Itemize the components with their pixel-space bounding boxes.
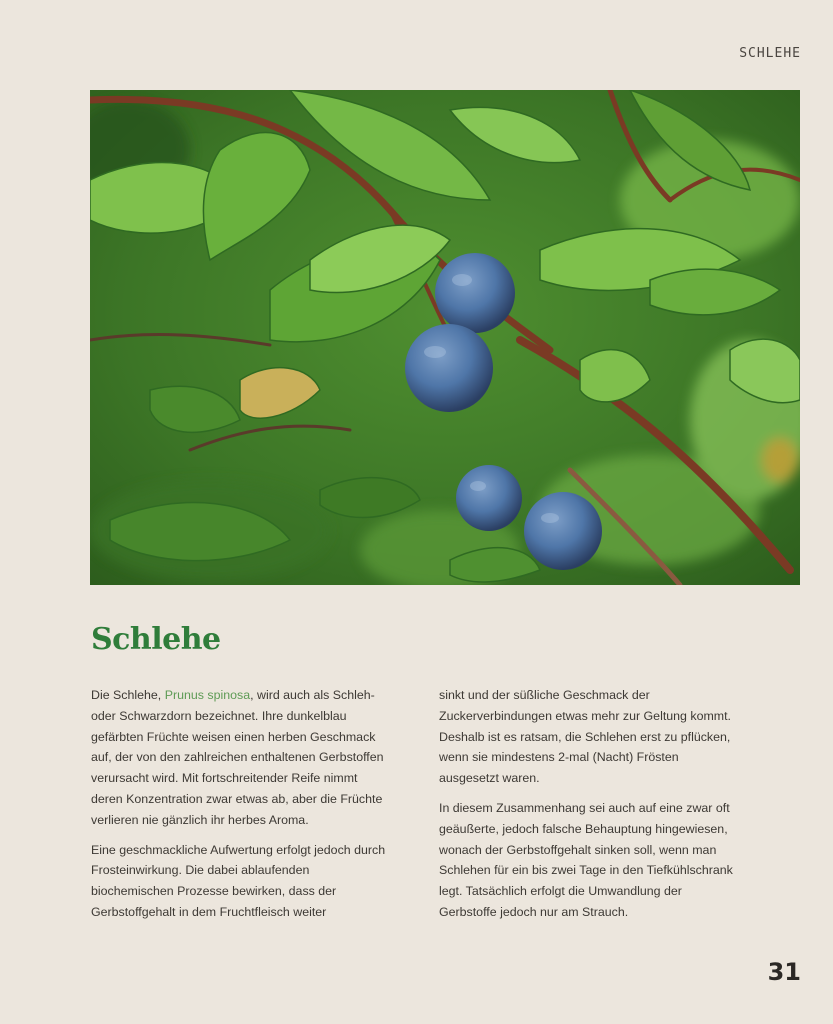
- text-column-right: [439, 685, 737, 932]
- running-head: SCHLEHE: [739, 46, 801, 61]
- paragraph: sinkt und der süßliche Geschmack der Zuckerverbindungen etwas mehr zur Geltung kommt. Deshalb ist es ratsam, die Schlehen erst zu pflücken, wenn sie mindestens 2-mal (Nacht) Frösten ausgesetzt waren.: [439, 688, 731, 786]
- paragraph: Eine geschmackliche Aufwertung erfolgt jedoch durch Frosteinwirkung. Die dabei ablaufenden biochemischen Prozesse bewirken, dass der Gerbstoffgehalt in dem Fruchtfleisch weiter: [91, 842, 386, 919]
- page-number: 31: [767, 958, 801, 986]
- text-column-left: [91, 685, 389, 932]
- latin-name: Prunus spinosa: [164, 688, 251, 702]
- paragraph: In diesem Zusammenhang sei auch auf eine zwar oft geäußerte, jedoch falsche Behauptung hingewiesen, wonach der Gerbstoffgehalt sinken soll, wenn man Schlehen für ein bis zwei Tage in den Tiefkühlschrank legt. Tatsächlich erfolgt die Umwandlung der Gerbstoffe jedoch nur am Strauch.: [439, 800, 733, 919]
- sloe-photo: [90, 90, 800, 585]
- paragraph: Die Schlehe, Prunus spinosa, wird auch als Schleh- oder Schwarzdorn bezeichnet. Ihre dunkelblau gefärbten Früchte weisen einen herben Geschmack auf, der von den zahlreichen enthaltenen Gerbstoffen verursacht wird. Mit fortschreitender Reife nimmt deren Konzentration zwar etwas ab, aber die Früchte verlieren nie gänzlich ihr herbes Aroma.: [91, 688, 384, 827]
- article-heading: Schlehe: [91, 622, 221, 657]
